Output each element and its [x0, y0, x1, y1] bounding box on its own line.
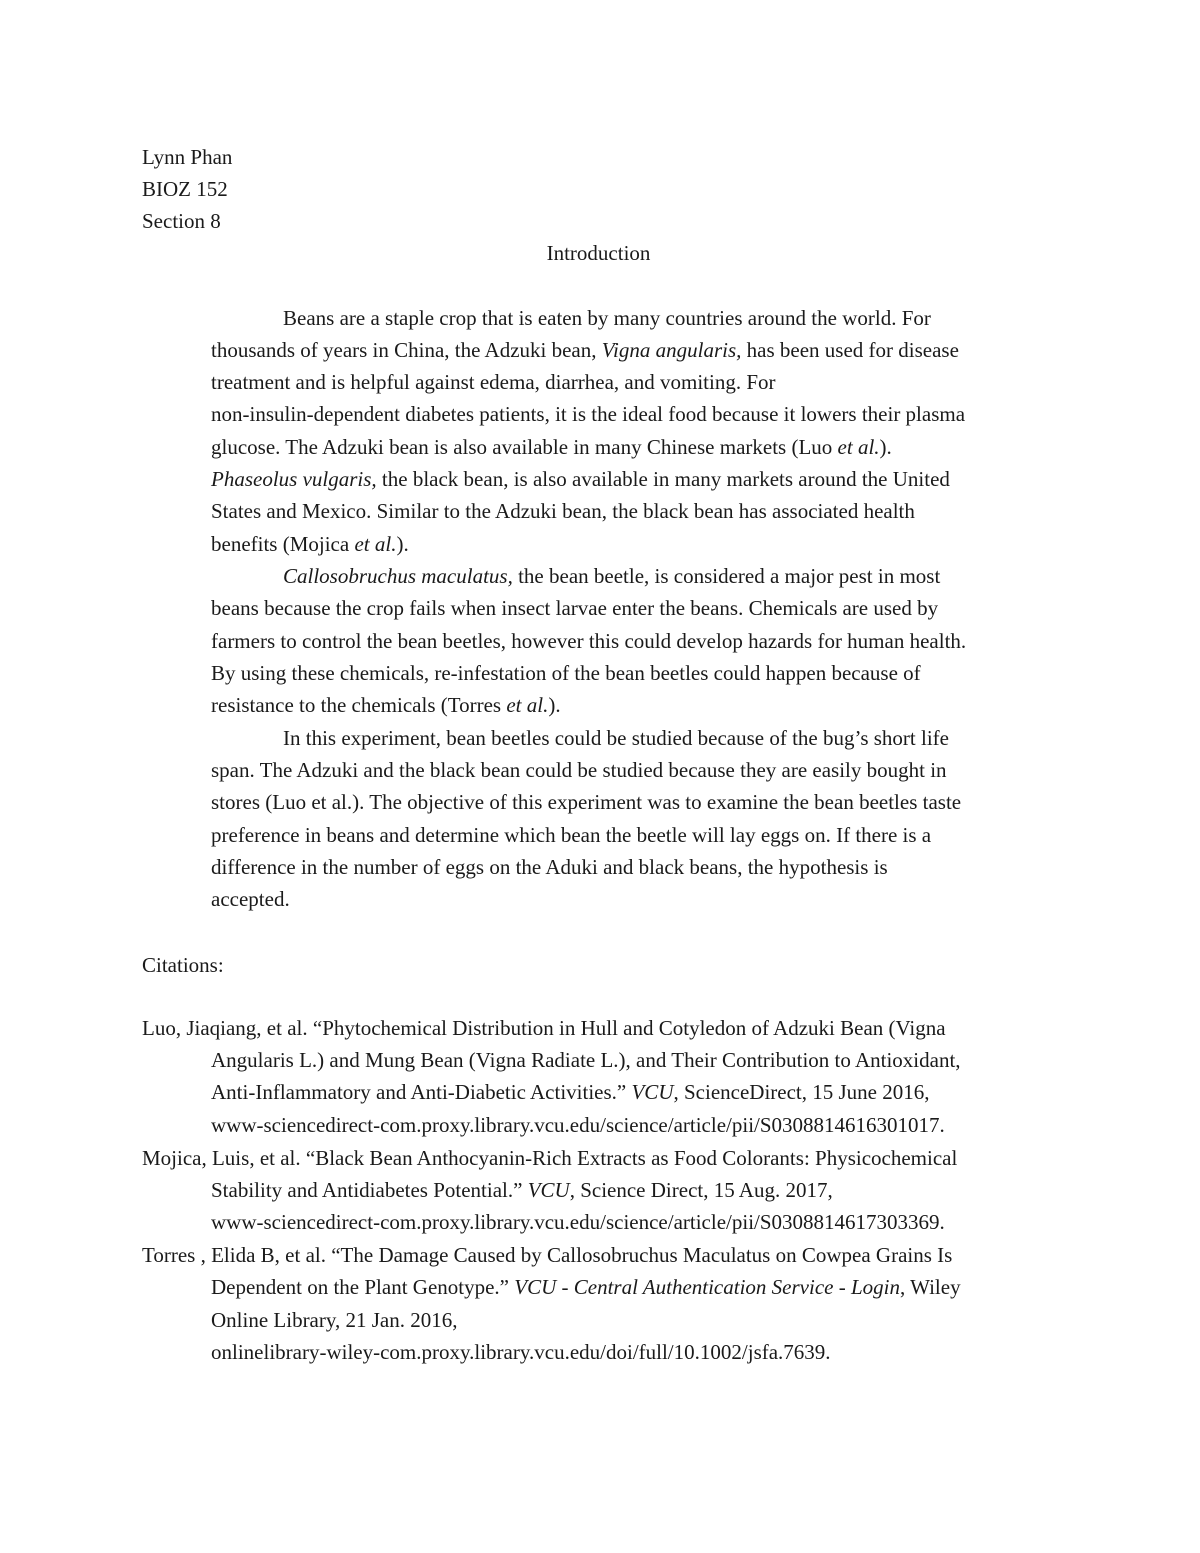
intro-p1-line — [211, 340, 959, 361]
citation-url: onlinelibrary-wiley-com.proxy.library.vcu.edu/doi/full/10.1002/jsfa.7639. — [211, 1340, 831, 1364]
citation-line: Mojica, Luis, et al. “Black Bean Anthocyanin-Rich Extracts as Food Colorants: Physicochemical — [142, 1146, 958, 1170]
citation-text: , Science Direct, 15 Aug. 2017, — [569, 1178, 833, 1202]
intro-p1-line: treatment and is helpful against edema, diarrhea, and vomiting. For — [211, 370, 776, 394]
citation-line: Luo, Jiaqiang, et al. “Phytochemical Distribution in Hull and Cotyledon of Adzuki Bean (Vigna — [142, 1016, 946, 1040]
species-name: Vigna angularis, — [601, 338, 742, 362]
citation-line — [211, 1082, 930, 1103]
document-title: Introduction — [546, 241, 651, 265]
intro-p2-line — [283, 566, 940, 587]
intro-text: glucose. The Adzuki bean is also available in many Chinese markets (Luo — [211, 435, 838, 459]
citation-container: VCU — [527, 1178, 570, 1202]
citation-line — [211, 1180, 833, 1201]
intro-text: resistance to the chemicals (Torres — [211, 693, 507, 717]
citation-text: , ScienceDirect, 15 June 2016, — [673, 1080, 930, 1104]
intro-text: benefits (Mojica — [211, 532, 355, 556]
et-al: et al. — [354, 532, 397, 556]
intro-p2-line — [211, 695, 561, 716]
intro-p3-line: accepted. — [211, 887, 290, 911]
citation-url: www-sciencedirect-com.proxy.library.vcu.edu/science/article/pii/S0308814617303369. — [211, 1210, 945, 1234]
et-al: et al. — [506, 693, 549, 717]
course-code: BIOZ 152 — [142, 177, 228, 201]
intro-p3-line: preference in beans and determine which bean the beetle will lay eggs on. If there is a — [211, 823, 932, 847]
intro-p2-line: beans because the crop fails when insect larvae enter the beans. Chemicals are used by — [211, 596, 939, 620]
intro-text: ). — [879, 435, 892, 459]
citation-text: Stability and Antidiabetes Potential.” — [211, 1178, 528, 1202]
citation-text: Anti-Inflammatory and Anti-Diabetic Activities.” — [211, 1080, 632, 1104]
citation-line: Online Library, 21 Jan. 2016, — [211, 1308, 458, 1332]
intro-p2-line: farmers to control the bean beetles, however this could develop hazards for human health. — [211, 629, 967, 653]
citation-text: , Wiley — [899, 1275, 961, 1299]
citation-container: VCU - Central Authentication Service - Login — [514, 1275, 900, 1299]
intro-p3-line: In this experiment, bean beetles could be studied because of the bug’s short life — [283, 726, 949, 750]
intro-p3-line: span. The Adzuki and the black bean could be studied because they are easily bought in — [211, 758, 947, 782]
intro-text: ). — [548, 693, 561, 717]
intro-text: has been used for disease — [741, 338, 959, 362]
citation-line: Angularis L.) and Mung Bean (Vigna Radiate L.), and Their Contribution to Antioxidant, — [211, 1048, 961, 1072]
intro-text: the black bean, is also available in many markets around the United — [376, 467, 950, 491]
citation-text: Dependent on the Plant Genotype.” — [211, 1275, 515, 1299]
section-number: Section 8 — [142, 209, 221, 233]
intro-text: the bean beetle, is considered a major pest in most — [512, 564, 941, 588]
intro-p3-line: difference in the number of eggs on the Aduki and black beans, the hypothesis is — [211, 855, 888, 879]
species-name: Phaseolus vulgaris, — [211, 467, 377, 491]
citation-line: Torres , Elida B, et al. “The Damage Caused by Callosobruchus Maculatus on Cowpea Grains Is — [142, 1243, 953, 1267]
citations-heading: Citations: — [142, 953, 224, 977]
citation-url: www-sciencedirect-com.proxy.library.vcu.edu/science/article/pii/S0308814616301017. — [211, 1113, 945, 1137]
citation-container: VCU — [631, 1080, 674, 1104]
intro-text: ). — [396, 532, 409, 556]
et-al: et al. — [837, 435, 880, 459]
intro-text: thousands of years in China, the Adzuki bean, — [211, 338, 602, 362]
intro-p1-line: States and Mexico. Similar to the Adzuki bean, the black bean has associated health — [211, 499, 915, 523]
species-name: Callosobruchus maculatus, — [283, 564, 513, 588]
intro-p1-line — [211, 534, 409, 555]
intro-p1-line: Beans are a staple crop that is eaten by many countries around the world. For — [283, 306, 931, 330]
intro-p1-line — [211, 437, 892, 458]
intro-p2-line: By using these chemicals, re-infestation of the bean beetles could happen because of — [211, 661, 921, 685]
author-name: Lynn Phan — [142, 145, 233, 169]
citation-line — [211, 1277, 961, 1298]
intro-p1-line: non-insulin-dependent diabetes patients, it is the ideal food because it lowers their plasma — [211, 402, 966, 426]
intro-p1-line — [211, 469, 950, 490]
intro-p3-line: stores (Luo et al.). The objective of this experiment was to examine the bean beetles taste — [211, 790, 962, 814]
